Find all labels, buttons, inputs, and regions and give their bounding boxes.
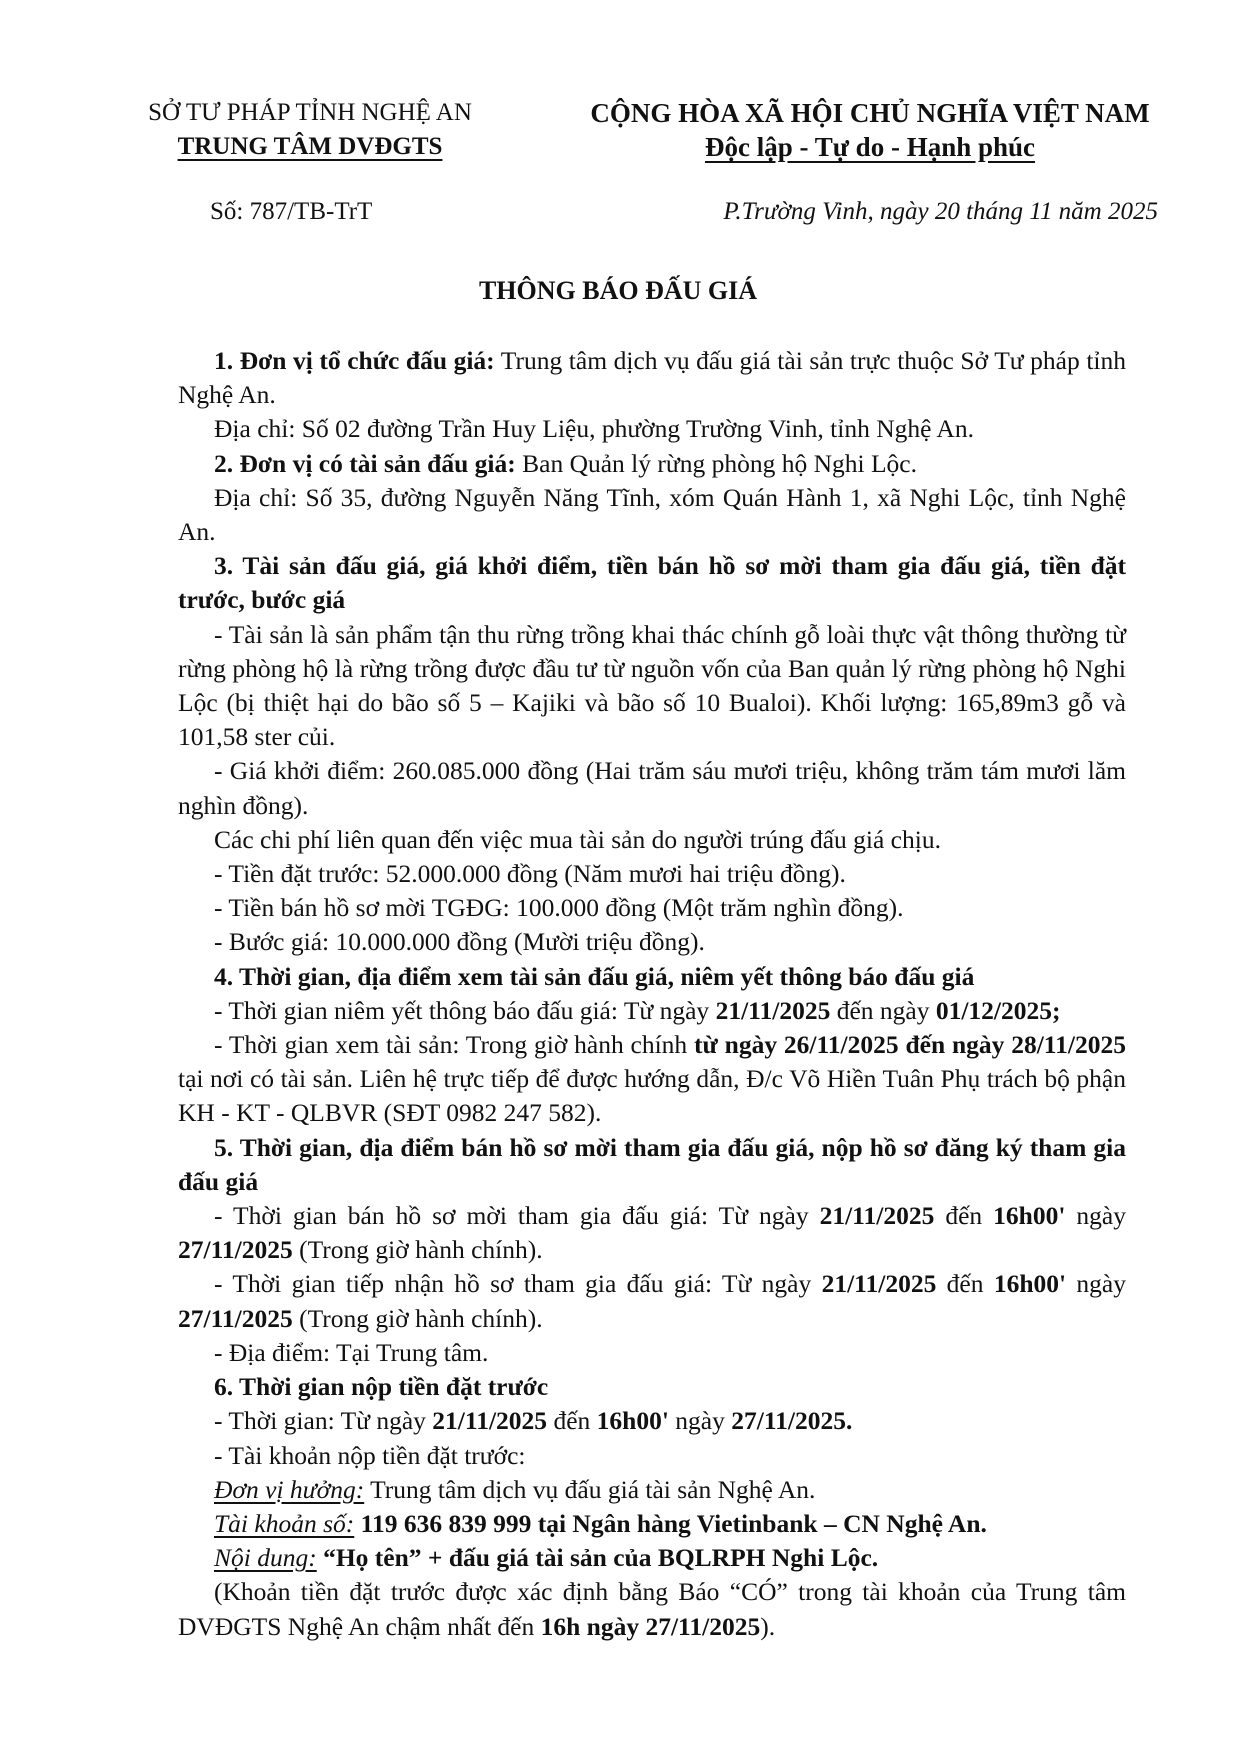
- dossier-sale-period: - Thời gian bán hồ sơ mời tham gia đấu giá: Từ ngày 21/11/2025 đến 16h00' ngày 27/11/2025 (Trong giờ hành chính).: [178, 1201, 1126, 1265]
- account-number: Tài khoản số: 119 636 839 999 tại Ngân hàng Vietinbank – CN Nghệ An.: [214, 1508, 987, 1538]
- costs-note: Các chi phí liên quan đến việc mua tài sản do người trúng đấu giá chịu.: [214, 824, 941, 854]
- asset-description: - Tài sản là sản phẩm tận thu rừng trồng khai thác chính gỗ loài thực vật thông thường từ rừng phòng hộ là rừng trồng được đầu tư từ nguồn vốn của Ban quản lý rừng phòng hộ Nghi Lộc (bị thiệt hại do bão số 5 – Kajiki và bão số 10 Bualoi). Khối lượng: 165,89m3 gỗ và 101,58 ster củi.: [178, 619, 1126, 752]
- national-motto: Độc lập - Tự do - Hạnh phúc: [704, 132, 1036, 162]
- beneficiary: Đơn vị hưởng: Trung tâm dịch vụ đấu giá tài sản Nghệ An.: [214, 1474, 816, 1504]
- document-number: Số: 787/TB-TrT: [210, 198, 373, 225]
- section-5-heading: 5. Thời gian, địa điểm bán hồ sơ mời tham gia đấu giá, nộp hồ sơ đăng ký tham gia đấu giá: [178, 1132, 1126, 1196]
- section-4-heading: 4. Thời gian, địa điểm xem tài sản đấu giá, niêm yết thông báo đấu giá: [214, 961, 975, 991]
- dossier-location: - Địa điểm: Tại Trung tâm.: [214, 1337, 489, 1367]
- section-1: [178, 344, 1126, 412]
- section-6-heading: 6. Thời gian nộp tiền đặt trước: [214, 1372, 549, 1402]
- transfer-content: Nội dung: “Họ tên” + đấu giá tài sản của BQLRPH Nghi Lộc.: [214, 1543, 879, 1573]
- deposit-deadline-note: (Khoản tiền đặt trước được xác định bằng Báo “CÓ” trong tài khoản của Trung tâm DVĐGTS Nghệ An chậm nhất đến 16h ngày 27/11/2025).: [178, 1577, 1126, 1641]
- parent-agency: SỞ TƯ PHÁP TỈNH NGHỆ AN: [148, 99, 472, 126]
- document-body: [178, 344, 1126, 1644]
- starting-price: - Giá khởi điểm: 260.085.000 đồng (Hai trăm sáu mươi triệu, không trăm tám mươi lăm nghìn đồng).: [178, 756, 1126, 820]
- section-2-text: Ban Quản lý rừng phòng hộ Nghi Lộc.: [515, 448, 917, 478]
- section-2-address: Địa chỉ: Số 35, đường Nguyễn Năng Tĩnh, xóm Quán Hành 1, xã Nghi Lộc, tỉnh Nghệ An.: [178, 482, 1126, 547]
- deposit-period: - Thời gian: Từ ngày 21/11/2025 đến 16h00' ngày 27/11/2025.: [214, 1406, 853, 1436]
- section-1-address: Địa chỉ: Số 02 đường Trần Huy Liệu, phường Trường Vinh, tỉnh Nghệ An.: [214, 414, 974, 444]
- viewing-period: - Thời gian xem tài sản: Trong giờ hành chính từ ngày 26/11/2025 đến ngày 28/11/2025 tại nơi có tài sản. Liên hệ trực tiếp để được hướng dẫn, Đ/c Võ Hiền Tuân Phụ trách bộ phận KH - KT - QLBVR (SĐT 0982 247 582).: [178, 1030, 1126, 1128]
- posting-period: - Thời gian niêm yết thông báo đấu giá: Từ ngày 21/11/2025 đến ngày 01/12/2025;: [214, 995, 1061, 1025]
- section-3-heading: 3. Tài sản đấu giá, giá khởi điểm, tiền bán hồ sơ mời tham gia đấu giá, tiền đặt trước, bước giá: [178, 551, 1126, 615]
- dossier-receipt-period: - Thời gian tiếp nhận hồ sơ tham gia đấu giá: Từ ngày 21/11/2025 đến 16h00' ngày 27/11/2025 (Trong giờ hành chính).: [178, 1269, 1126, 1333]
- section-1-text: Trung tâm dịch vụ đấu giá tài sản trực thuộc Sở Tư pháp tỉnh Nghệ An.: [178, 346, 1126, 410]
- document-title: THÔNG BÁO ĐẤU GIÁ: [478, 276, 758, 305]
- section-1-heading: 1. Đơn vị tổ chức đấu giá:: [214, 346, 495, 375]
- deposit-amount: - Tiền đặt trước: 52.000.000 đồng (Năm mươi hai triệu đồng).: [214, 859, 846, 889]
- issuing-center: TRUNG TÂM DVĐGTS: [177, 133, 443, 160]
- section-2-heading: 2. Đơn vị có tài sản đấu giá:: [214, 448, 516, 478]
- dossier-fee: - Tiền bán hồ sơ mời TGĐG: 100.000 đồng (Một trăm nghìn đồng).: [214, 893, 904, 923]
- section-2: [178, 447, 1126, 481]
- deposit-account-intro: - Tài khoản nộp tiền đặt trước:: [214, 1440, 526, 1470]
- bid-step: - Bước giá: 10.000.000 đồng (Mười triệu đồng).: [214, 927, 705, 957]
- national-header: [560, 96, 1180, 164]
- issuing-organization: [100, 96, 520, 164]
- document-date: P.Trường Vinh, ngày 20 tháng 11 năm 2025: [723, 198, 1158, 225]
- country-name: CỘNG HÒA XÃ HỘI CHỦ NGHĨA VIỆT NAM: [590, 98, 1150, 128]
